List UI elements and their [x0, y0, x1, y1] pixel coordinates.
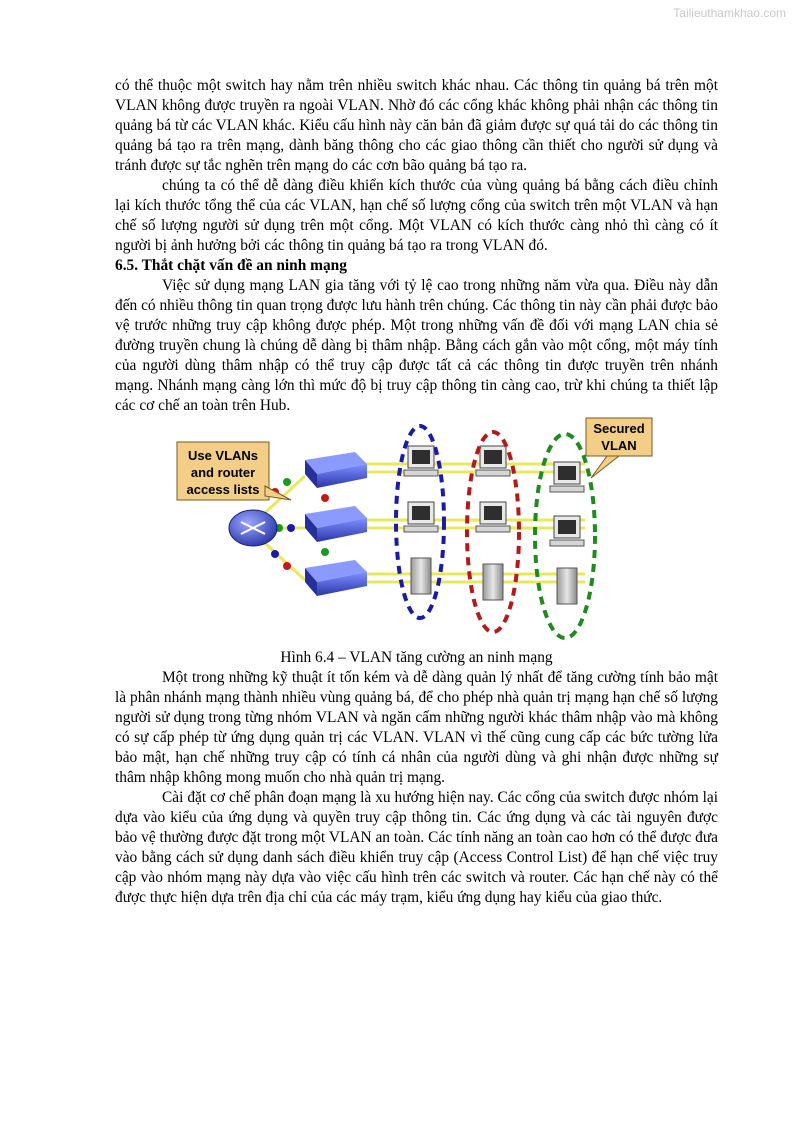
paragraph-4: Một trong những kỹ thuật ít tốn kém và dễ dàng quản lý nhất để tăng cường tính bảo mật là phân nhánh mạng thành nhiều vùng quảng bá, để cho phép nhà quản trị mạng hạn chế số lượng người sử dụng trong từng nhóm VLAN và ngăn cấm những người khác thâm nhập vào mà không có sự cấp phép từ ứng dụng quản trị các VLAN. VLAN vì thế cũng cung cấp các bức tường lửa bảo mật, hạn chế những truy cập có tính cá nhân của người dùng và ghi nhận được những sự thâm nhập không mong muốn cho nhà quản trị mạng.: [115, 669, 718, 786]
paragraph-2: chúng ta có thể dễ dàng điều khiển kích thước của vùng quảng bá bằng cách điều chỉnh lại kích thước tổng thể của các VLAN, hạn chế số lượng cổng của switch trên một VLAN và hạn chế số lượng người sử dụng trên một cổng. Một VLAN có kích thước càng nhỏ thì càng có ít người bị ảnh hưởng bởi các thông tin quảng bá tạo ra trong VLAN đó.: [115, 177, 718, 254]
paragraph-5: Cài đặt cơ chế phân đoạn mạng là xu hướng hiện nay. Các cổng của switch được nhóm lại dựa vào kiểu của ứng dụng và quyền truy cập thông tin. Các ứng dụng và các tài nguyên được bảo vệ thường được đặt trong một VLAN an toàn. Các tính năng an toàn cao hơn có thể được đưa vào bằng cách sử dụng danh sách điều khiển truy cập (Access Control List) để hạn chế việc truy cập vào nhóm mạng này dựa vào việc cấu hình trên các switch và router. Các hạn chế này có thể được thực hiện dựa trên địa chỉ của các máy trạm, kiểu ứng dụng hay kiểu của giao thức.: [115, 789, 718, 906]
callout-right-line-2: VLAN: [601, 438, 637, 453]
switch-icon-3: [305, 560, 367, 596]
callout-right-line-1: Secured: [593, 421, 645, 436]
router-icon: [229, 510, 277, 546]
callout-left-line-3: access lists: [186, 482, 260, 497]
switch-icon-2: [305, 506, 367, 542]
section-heading: 6.5. Thắt chặt vấn đề an ninh mạng: [115, 257, 347, 274]
watermark: Tailieuthamkhao.com: [673, 6, 786, 20]
callout-left-line-2: and router: [190, 465, 256, 480]
callout-right: [586, 418, 652, 478]
callout-left: [177, 442, 291, 500]
page-content: [115, 76, 718, 908]
vlan-diagram: [115, 416, 718, 648]
paragraph-3: Việc sử dụng mạng LAN gia tăng với tỷ lệ cao trong những năm vừa qua. Điều này dẫn đến có nhiều thông tin quan trọng được lưu hành trên chúng. Các thông tin này cần phải được bảo vệ trước những truy cập không được phép. Một trong những vấn đề đối với mạng LAN chia sẻ đường truyền chung là chúng dễ dàng bị thâm nhập. Bằng cách gắn vào một cổng, một máy tính của người dùng thâm nhập có thể truy cập được tất cả các thông tin được truyền trên nhánh mạng. Nhánh mạng càng lớn thì mức độ bị truy cập thông tin càng cao, trừ khi chúng ta thiết lập các cơ chế an toàn trên Hub.: [115, 277, 718, 414]
switch-icon-1: [305, 452, 367, 488]
workstations: [404, 446, 584, 546]
vlan-security-figure: [115, 416, 718, 648]
paragraph-1: có thể thuộc một switch hay nằm trên nhiều switch khác nhau. Các thông tin quảng bá trên một VLAN không được truyền ra ngoài VLAN. Nhờ đó các cổng khác không phải nhận các thông tin quảng bá từ các VLAN khác. Kiểu cấu hình này căn bản đã giảm được sự quá tải do các thông tin quảng bá tạo ra trên mạng, dành băng thông cho các giao thông cần thiết cho người sử dụng và tránh được sự tắc nghẽn trên mạng do các cơn bão quảng bá tạo ra.: [115, 77, 718, 174]
callout-left-line-1: Use VLANs: [187, 448, 259, 463]
figure-caption: Hình 6.4 – VLAN tăng cường an ninh mạng: [280, 649, 553, 666]
